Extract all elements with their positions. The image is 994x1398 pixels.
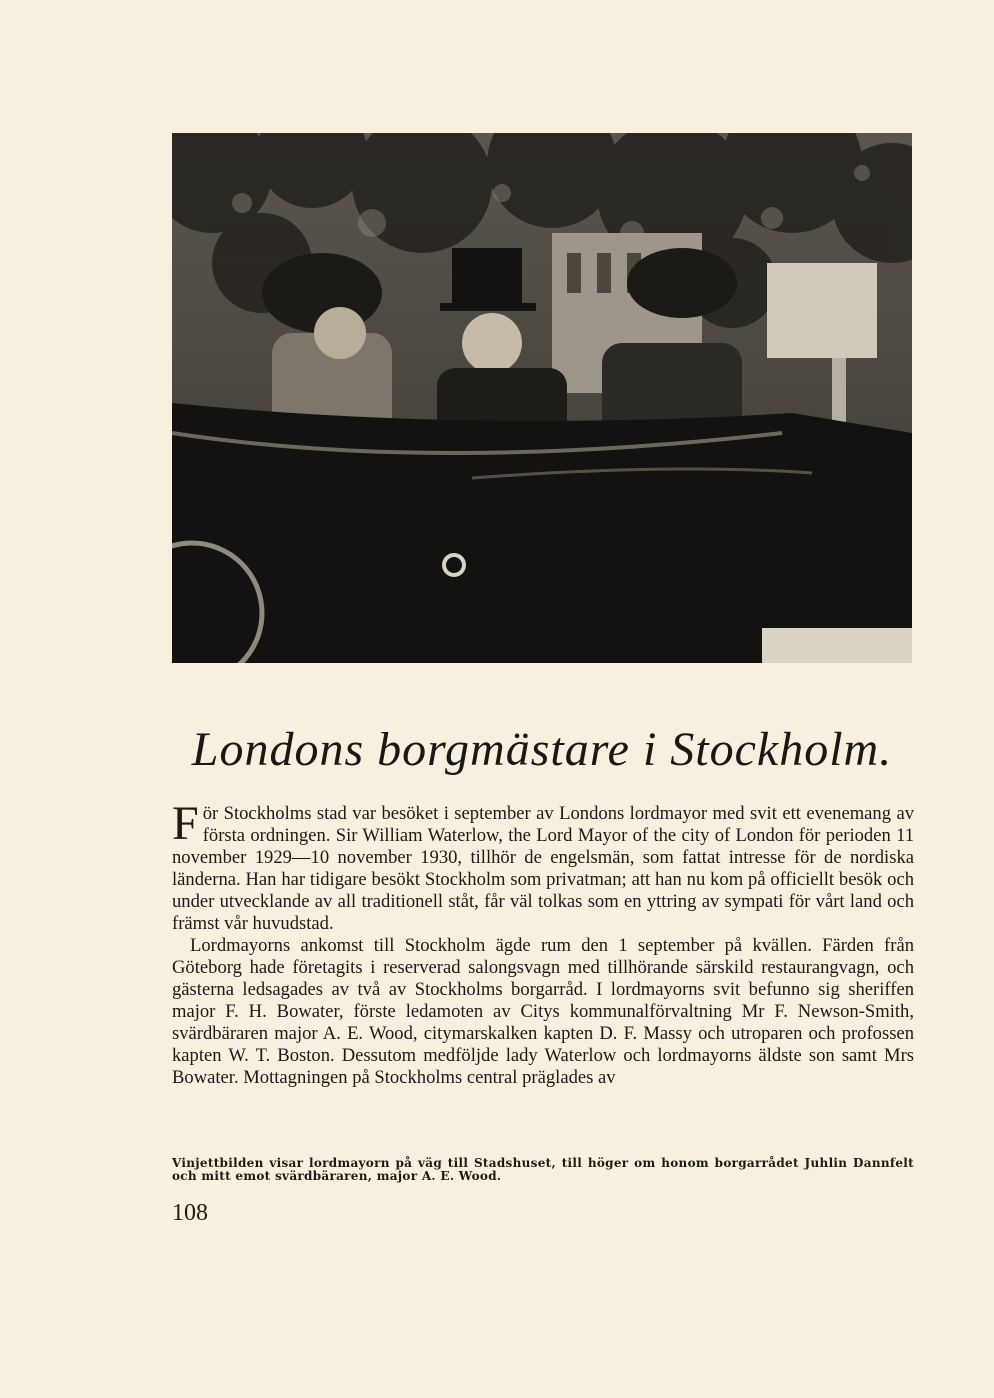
paragraph-1 [172, 797, 914, 935]
carriage-photo [172, 133, 912, 663]
paragraph-1-text: ör Stockholms stad var besöket i september av Londons lordmayor med svit ett evenemang av första ordningen. Sir William Waterlow, the Lord Mayor of the city of London för perioden 11 november 1929—10 november 1930, tillhör de engelsmän, som fattat intresse för de nordiska länderna. Han har tidigare besökt Stockholm som privatman; att han nu kom på officiellt besök och under utvecklande av all traditionell ståt, får väl tolkas som en yttring av sympati för vårt land och främst vår huvudstad. [172, 803, 914, 934]
drop-cap: F [172, 797, 199, 850]
article-title: Londons borgmästare i Stockholm. [191, 723, 893, 776]
paragraph-2: Lordmayorns ankomst till Stockholm ägde rum den 1 september på kvällen. Färden från Göteborg hade företagits i reserverad salongsvagn med tillhörande särskild restaurangvagn, och gästerna ledsagades av två av Stockholms borgarråd. I lordmayorns svit befunno sig sheriffen major F. H. Bowater, förste ledamoten av Citys kommunalförvaltning Mr F. Newson-Smith, svärdbäraren major A. E. Wood, citymarskalken kapten D. F. Massy och utroparen och profossen kapten W. T. Boston. Dessutom medföljde lady Waterlow och lordmayorns äldste son samt Mrs Bowater. Mottagningen på Stockholms central präglades av [172, 935, 914, 1088]
carriage-photo-image [172, 133, 912, 663]
page-number: 108 [172, 1200, 208, 1226]
article-body [172, 797, 914, 1089]
photo-caption: Vinjettbilden visar lordmayorn på väg till Stadshuset, till höger om honom borgarrådet Juhlin Dannfelt och mitt emot svärdbäraren, major A. E. Wood. [172, 1156, 914, 1183]
